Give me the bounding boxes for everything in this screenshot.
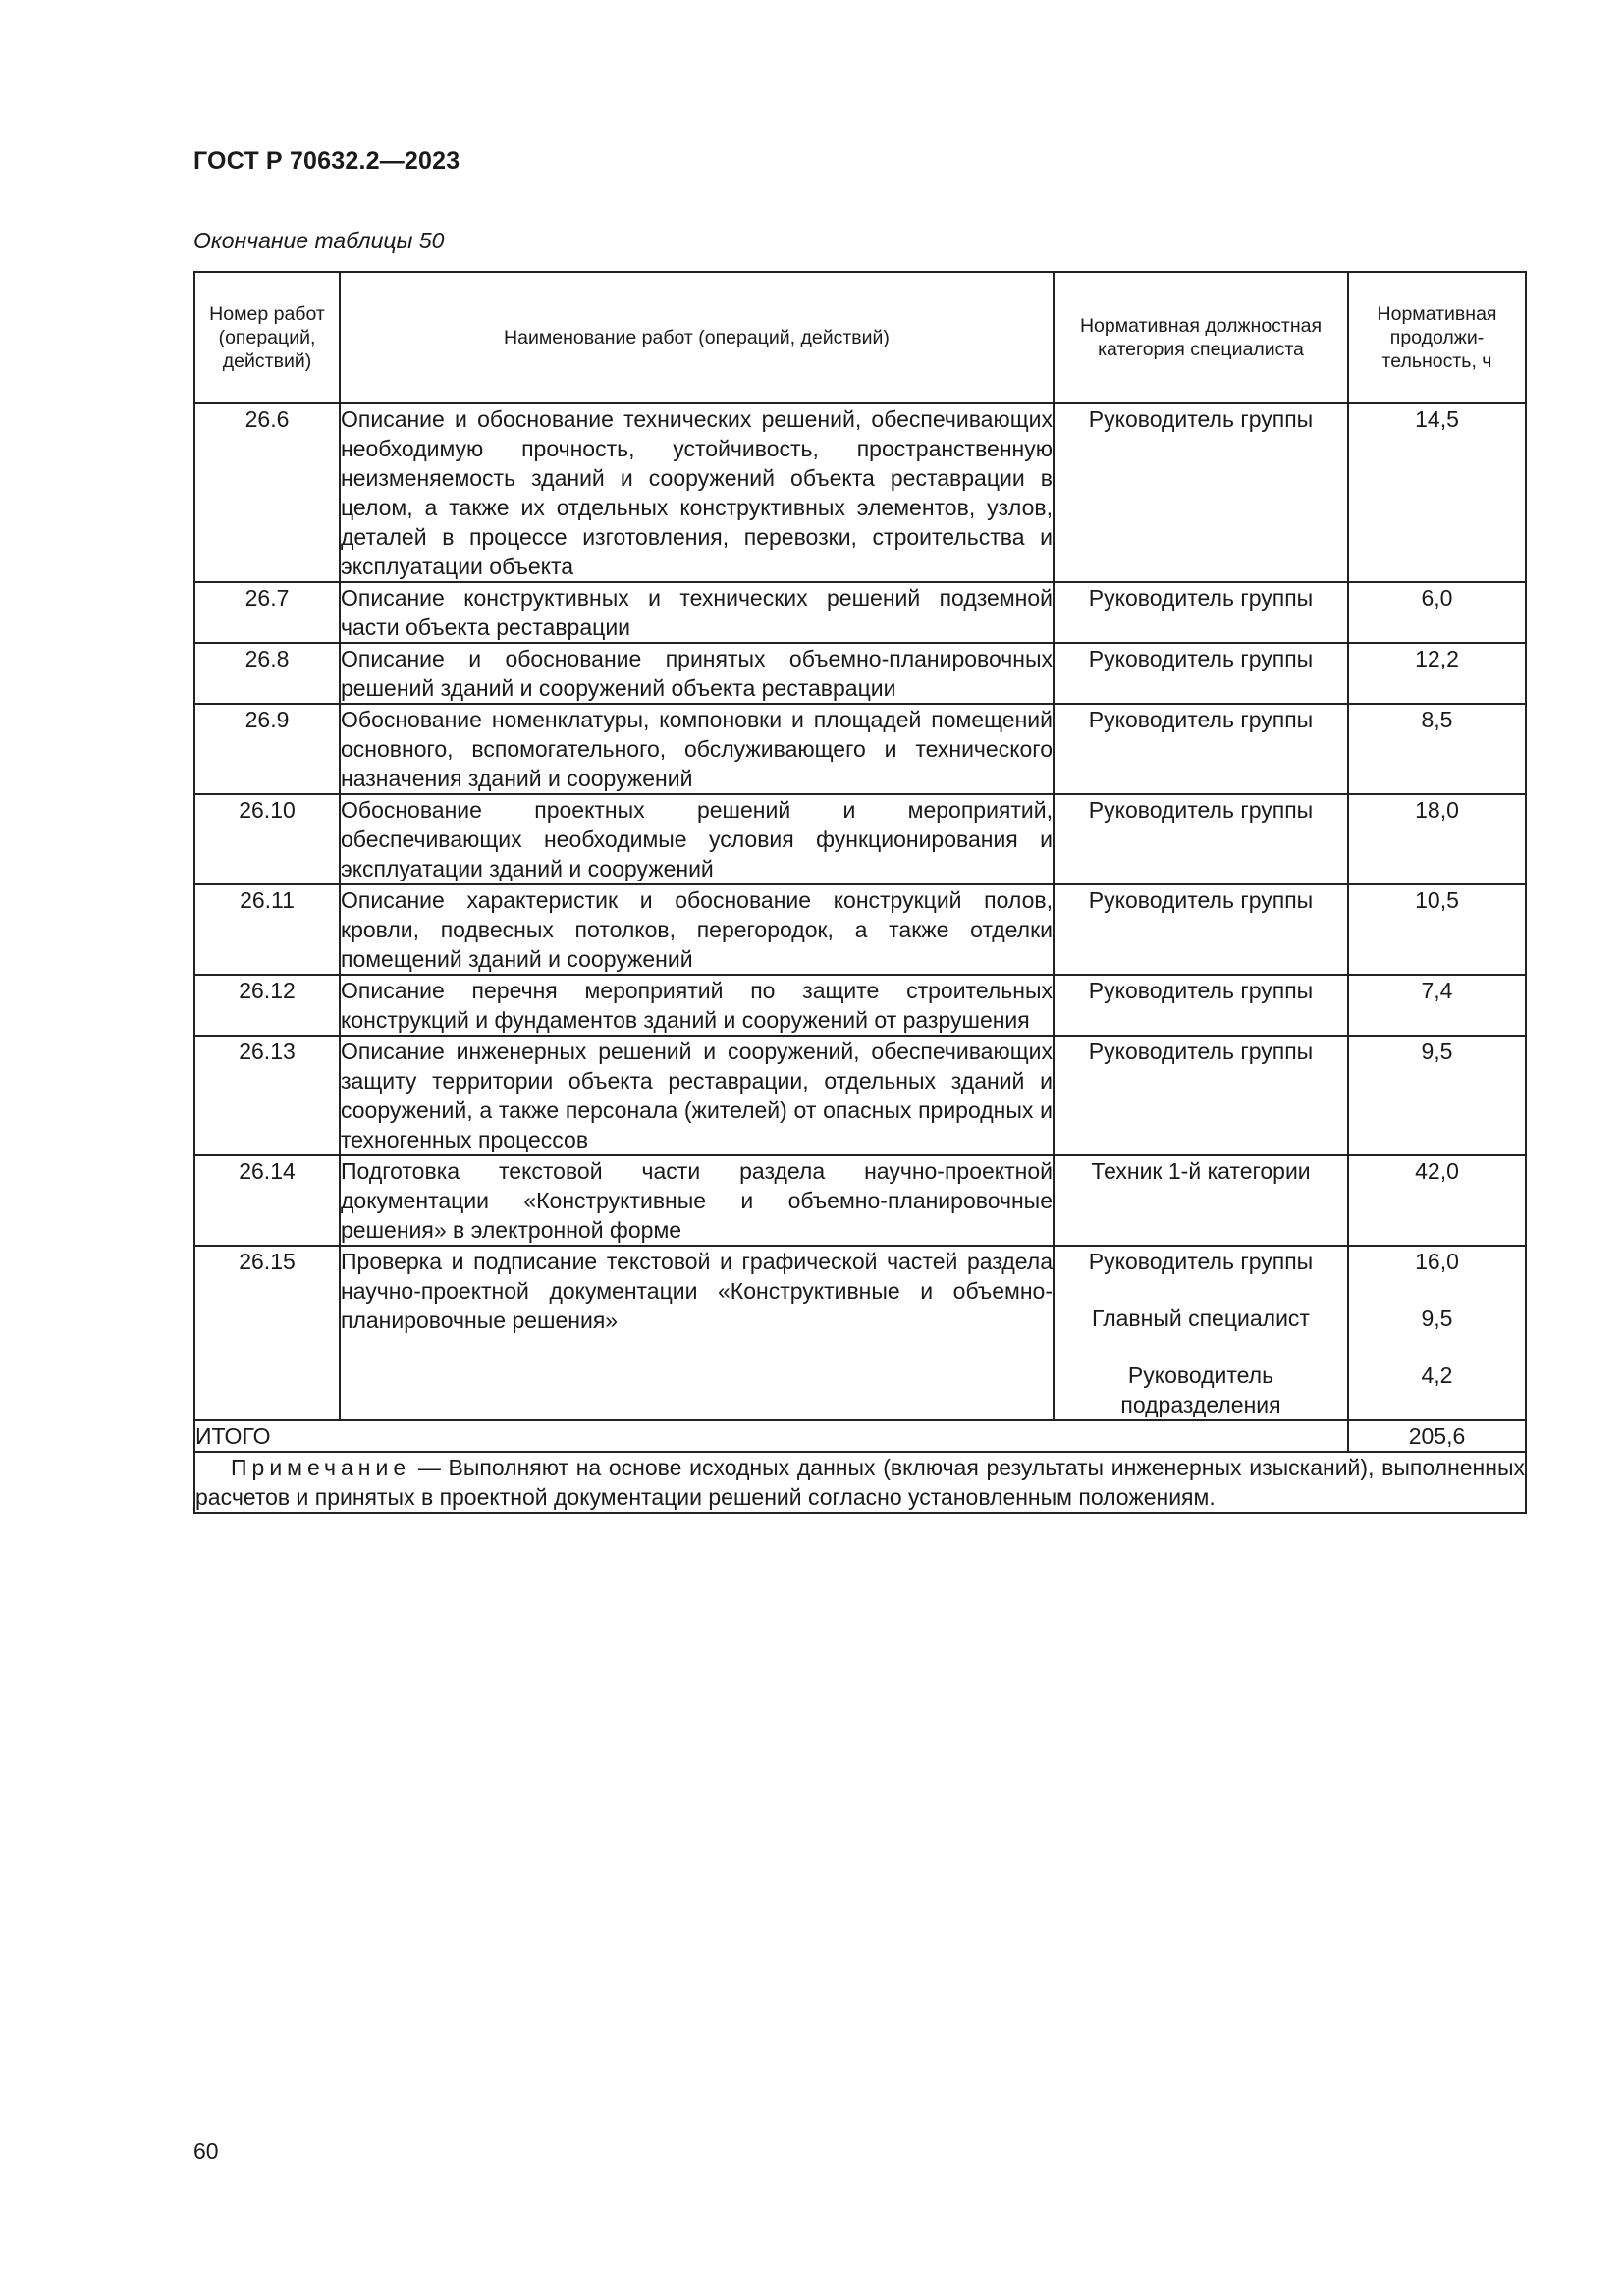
row-duration: 9,5 bbox=[1421, 1306, 1453, 1331]
row-num: 26.9 bbox=[194, 704, 340, 794]
row-category: Руководитель группы bbox=[1054, 403, 1348, 582]
header-category: Нормативная должностная категория специалиста bbox=[1054, 272, 1348, 403]
row-category: Руководитель группы bbox=[1054, 1036, 1348, 1155]
row-duration: 18,0 bbox=[1348, 794, 1526, 884]
table-row-multi bbox=[194, 1246, 1526, 1420]
norms-table bbox=[193, 271, 1527, 1514]
row-name: Описание и обоснование принятых объемно-планировочных решений зданий и сооружений объекта реставрации bbox=[340, 643, 1054, 704]
row-name: Описание конструктивных и технических решений подземной части объекта реставрации bbox=[340, 582, 1054, 643]
row-duration: 42,0 bbox=[1348, 1155, 1526, 1246]
row-category: Руководитель подразделения bbox=[1120, 1362, 1281, 1417]
table-row bbox=[194, 704, 1526, 794]
row-category: Руководитель группы bbox=[1054, 794, 1348, 884]
row-category-list bbox=[1054, 1246, 1348, 1420]
note-row bbox=[194, 1452, 1526, 1513]
row-duration: 16,0 bbox=[1415, 1249, 1459, 1274]
table-header-row bbox=[194, 272, 1526, 403]
row-duration: 8,5 bbox=[1348, 704, 1526, 794]
table-note bbox=[194, 1452, 1526, 1513]
row-category: Руководитель группы bbox=[1054, 582, 1348, 643]
row-num: 26.11 bbox=[194, 884, 340, 975]
table-row bbox=[194, 582, 1526, 643]
row-duration-list bbox=[1348, 1246, 1526, 1420]
row-num: 26.6 bbox=[194, 403, 340, 582]
note-text: — Выполняют на основе исходных данных (включая результаты инженерных изысканий), выполненных расчетов и принятых в проектной документации решений согласно установленным положениям. bbox=[195, 1455, 1525, 1510]
table-row bbox=[194, 794, 1526, 884]
page-number: 60 bbox=[193, 2138, 219, 2163]
row-num: 26.10 bbox=[194, 794, 340, 884]
row-name: Проверка и подписание текстовой и графической частей раздела научно-проектной документации «Конструктивные и объемно-планировочные решения» bbox=[340, 1246, 1054, 1420]
row-duration: 12,2 bbox=[1348, 643, 1526, 704]
note-label: Примечание bbox=[231, 1455, 411, 1480]
row-name: Описание перечня мероприятий по защите строительных конструкций и фундаментов зданий и сооружений от разрушения bbox=[340, 975, 1054, 1036]
table-row bbox=[194, 643, 1526, 704]
row-name: Подготовка текстовой части раздела научно-проектной документации «Конструктивные и объемно-планировочные решения» в электронной форме bbox=[340, 1155, 1054, 1246]
row-num: 26.12 bbox=[194, 975, 340, 1036]
row-category: Руководитель группы bbox=[1054, 643, 1348, 704]
row-name: Описание инженерных решений и сооружений, обеспечивающих защиту территории объекта реставрации, отдельных зданий и сооружений, а также персонала (жителей) от опасных природных и техногенных процессов bbox=[340, 1036, 1054, 1155]
table-row bbox=[194, 884, 1526, 975]
row-duration: 7,4 bbox=[1348, 975, 1526, 1036]
row-category: Руководитель группы bbox=[1088, 1249, 1314, 1274]
header-duration: Нормативная продолжи-тельность, ч bbox=[1348, 272, 1526, 403]
header-name: Наименование работ (операций, действий) bbox=[340, 272, 1054, 403]
total-label: ИТОГО bbox=[194, 1420, 1348, 1452]
row-category: Главный специалист bbox=[1092, 1306, 1310, 1331]
row-duration: 4,2 bbox=[1421, 1362, 1453, 1388]
table-row bbox=[194, 1155, 1526, 1246]
row-num: 26.13 bbox=[194, 1036, 340, 1155]
row-num: 26.8 bbox=[194, 643, 340, 704]
row-name: Обоснование номенклатуры, компоновки и площадей помещений основного, вспомогательного, обслуживающего и технического назначения зданий и сооружений bbox=[340, 704, 1054, 794]
header-num: Номер работ (операций, действий) bbox=[194, 272, 340, 403]
row-num: 26.14 bbox=[194, 1155, 340, 1246]
table-row bbox=[194, 403, 1526, 582]
row-category: Руководитель группы bbox=[1054, 884, 1348, 975]
table-row bbox=[194, 975, 1526, 1036]
row-category: Руководитель группы bbox=[1054, 975, 1348, 1036]
total-row bbox=[194, 1420, 1526, 1452]
row-num: 26.7 bbox=[194, 582, 340, 643]
table-caption: Окончание таблицы 50 bbox=[193, 228, 445, 253]
table-row bbox=[194, 1036, 1526, 1155]
row-duration: 9,5 bbox=[1348, 1036, 1526, 1155]
row-name: Обоснование проектных решений и мероприятий, обеспечивающих необходимые условия функционирования и эксплуатации зданий и сооружений bbox=[340, 794, 1054, 884]
row-num: 26.15 bbox=[194, 1246, 340, 1420]
row-name: Описание и обоснование технических решений, обеспечивающих необходимую прочность, устойчивость, пространственную неизменяемость зданий и сооружений объекта реставрации в целом, а также их отдельных конструктивных элементов, узлов, деталей в процессе изготовления, перевозки, строительства и эксплуатации объекта bbox=[340, 403, 1054, 582]
row-duration: 6,0 bbox=[1348, 582, 1526, 643]
row-name: Описание характеристик и обоснование конструкций полов, кровли, подвесных потолков, перегородок, а также отделки помещений зданий и сооружений bbox=[340, 884, 1054, 975]
row-category: Техник 1-й категории bbox=[1054, 1155, 1348, 1246]
row-category: Руководитель группы bbox=[1054, 704, 1348, 794]
row-duration: 10,5 bbox=[1348, 884, 1526, 975]
document-code: ГОСТ Р 70632.2—2023 bbox=[193, 147, 460, 175]
total-value: 205,6 bbox=[1348, 1420, 1526, 1452]
row-duration: 14,5 bbox=[1348, 403, 1526, 582]
